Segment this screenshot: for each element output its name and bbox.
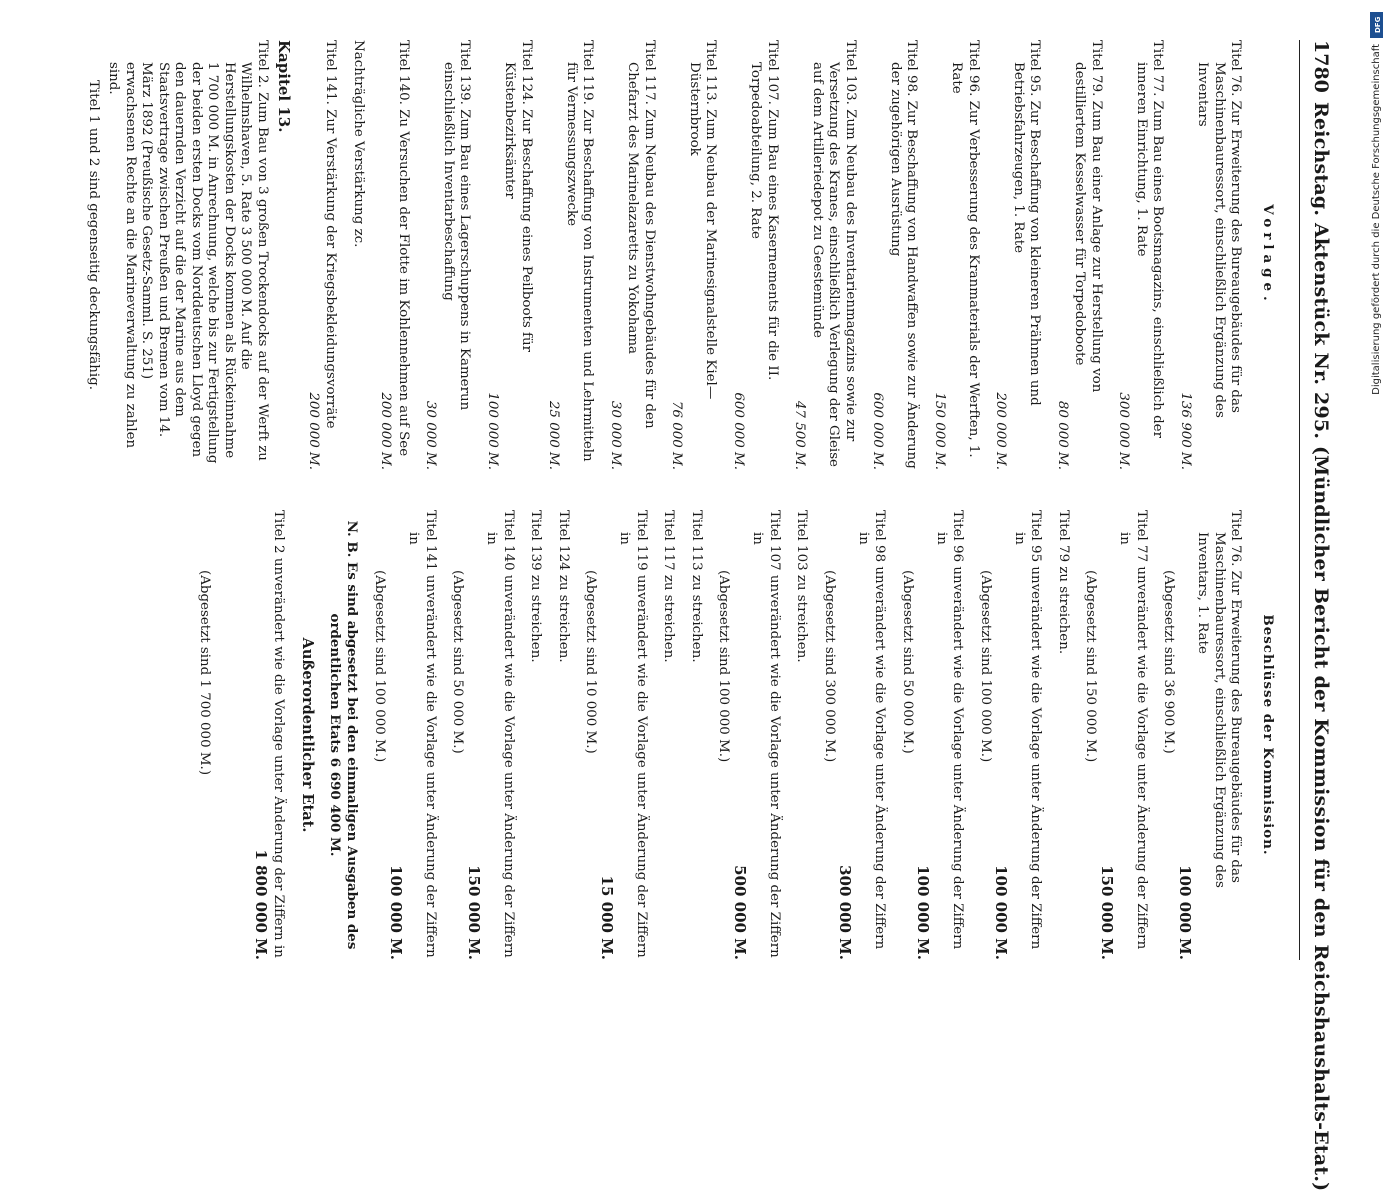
left-entry-amount: 76 000 M. bbox=[669, 400, 685, 470]
right-entry-text: Titel 139 zu streichen. bbox=[528, 510, 544, 663]
right-entry-amount: 15 000 M. bbox=[598, 875, 616, 960]
right-entry bbox=[660, 510, 677, 960]
left-entry bbox=[668, 40, 719, 470]
right-entry-text: Titel 119 unverändert wie die Vorlage unter Änderung der Ziffern in bbox=[617, 510, 649, 958]
page-title: Reichstag. Aktenstück Nr. 295. (Mündlicher Bericht der Kommission für den Reichshaushalts-Etat.) bbox=[1310, 102, 1332, 1191]
left-heading: Vorlage. bbox=[1260, 204, 1276, 306]
left-entry bbox=[931, 40, 982, 470]
right-entry-note: (Abgesetzt sind 50 000 M.) bbox=[900, 570, 915, 754]
right-entry bbox=[555, 510, 572, 960]
right-entry-amount: 300 000 M. bbox=[836, 865, 855, 960]
dfg-sidebar bbox=[1370, 12, 1383, 1002]
nb-note: N. B. Es sind abgesetzt bei den einmaligen Ausgaben des ordentlichen Etats 6 690 400 M. bbox=[327, 520, 360, 950]
left-column bbox=[85, 40, 1277, 470]
left-entry-amount: 300 000 M. bbox=[1116, 392, 1132, 470]
left-entry-amount: 200 000 M. bbox=[378, 392, 394, 470]
left-entry bbox=[422, 40, 473, 470]
right-entry-amount: 150 000 M. bbox=[465, 865, 483, 960]
left-entry-amount: 25 000 M. bbox=[546, 400, 562, 470]
right-entry bbox=[1160, 510, 1244, 960]
left-entry-amount: 200 000 M. bbox=[993, 392, 1009, 470]
left-entry-amount: 600 000 M. bbox=[731, 392, 746, 470]
left-entry-text: Titel 98. Zur Beschaffung von Handwaffen sowie zur Änderung der zugehörigen Ausrüstung bbox=[888, 40, 920, 469]
left-entry-text: Titel 76. Zur Erweiterung des Bureaugebäudes für das Maschinenbauressort, einschließlich Ergänzung des Inventars bbox=[1195, 40, 1244, 418]
right-entry bbox=[977, 510, 1044, 960]
document-page bbox=[50, 40, 1340, 1191]
left-entry bbox=[484, 40, 535, 470]
left-entry-text: Titel 113. Zum Neubau der Marinesignalstelle Kiel—Düsternbrook bbox=[687, 40, 719, 400]
left-entry-amount: 80 000 M. bbox=[1055, 400, 1070, 470]
right-entry-text: Titel 124 zu streichen. bbox=[556, 510, 571, 663]
left-entry-amount: 150 000 M. bbox=[932, 392, 947, 470]
left-entry bbox=[730, 40, 781, 470]
left-entry-text: Titel 139. Zum Bau eines Lagerschuppens in Kamerun einschließlich Inventarbeschaffung bbox=[441, 40, 473, 411]
left-entry bbox=[545, 40, 596, 470]
left-entry-text: Titel 124. Zur Beschaffung eines Peilboots für Küstenbezirksämter bbox=[502, 40, 534, 353]
chapter-title: Kapitel 13. bbox=[275, 40, 294, 133]
left-entry-amount: 30 000 M. bbox=[423, 400, 439, 470]
right-entry-amount: 100 000 M. bbox=[914, 865, 933, 960]
page-number: 1780 bbox=[1310, 40, 1332, 93]
page-header bbox=[1299, 40, 1340, 1191]
left-entry bbox=[377, 40, 411, 470]
left-entry bbox=[869, 40, 920, 470]
extra-amount: 1 800 000 M. bbox=[252, 849, 270, 960]
chapter-text: Titel 2. Zum Bau von 3 großen Trockendocks auf der Werft zu Wilhelmshaven, 5. Rate 3 500 000 M. Auf die Herstellungskosten der Docks kommen als Rückeinnahme 1 700 000 M. in Anrechnung, welche bis zur Fertigstellung der beiden ersten Docks vom Norddeutschen Lloyd gegen den dauernden Verzicht auf die der Marine aus dem Staatsvertrage zwischen Preußen und Bremen vom 14. März 1892 (Preußische Gesetz-Samml. S. 251) erwachsenen Rechte an die Marineverwaltung zu zahlen sind. bbox=[106, 40, 270, 464]
left-entry-text: Titel 140. Zu Versuchen der Flotte im Kohlennehmen auf See bbox=[396, 40, 411, 457]
right-column bbox=[185, 510, 1276, 960]
right-entry-note: (Abgesetzt sind 300 000 M.) bbox=[822, 570, 837, 763]
left-entry bbox=[1054, 40, 1105, 470]
right-entry-note: (Abgesetzt sind 50 000 M.) bbox=[450, 570, 466, 754]
right-entry-text: Titel 107 unverändert wie die Vorlage unter Änderung der Ziffern in bbox=[750, 510, 782, 958]
left-entry-amount: 136 900 M. bbox=[1178, 392, 1193, 470]
right-entry bbox=[688, 510, 705, 960]
left-entry-text: Titel 107. Zum Bau eines Kasernements für die II. Torpedoabteilung, 2. Rate bbox=[748, 40, 780, 381]
left-entry bbox=[1115, 40, 1166, 470]
left-entry bbox=[607, 40, 658, 470]
left-entry-text: Nachträgliche Verstärkung zc. bbox=[351, 40, 366, 248]
right-entry-text: Titel 117 zu streichen. bbox=[661, 510, 677, 663]
right-entry-text: Titel 79 zu streichen. bbox=[1056, 510, 1071, 655]
extra-heading: Außerordentlicher Etat. bbox=[299, 637, 316, 833]
right-entry bbox=[1055, 510, 1072, 960]
left-entry-text: Titel 95. Zur Beschaffung von kleineren Prähmen und Betriebsfahrzeugen, 1. Rate bbox=[1011, 40, 1043, 406]
left-entry bbox=[305, 40, 339, 470]
left-entry-amount: 100 000 M. bbox=[485, 392, 500, 470]
left-entry bbox=[992, 40, 1043, 470]
left-entry-text: Titel 77. Zum Bau eines Bootsmagazins, einschließlich der inneren Einrichtung, 1. Rate bbox=[1134, 40, 1166, 438]
right-entry-text: Titel 98 unverändert wie die Vorlage unter Änderung der Ziffern in bbox=[856, 510, 888, 950]
right-entry-text: Titel 113 zu streichen. bbox=[689, 510, 704, 663]
extra-text: Titel 2 unverändert wie die Vorlage unter Änderung der Ziffern in bbox=[271, 510, 287, 958]
left-entry-amount: 30 000 M. bbox=[608, 400, 623, 470]
right-entry-text: Titel 103 zu streichen. bbox=[794, 510, 810, 663]
right-entry-text: Titel 76. Zur Erweiterung des Bureaugebäudes für das Maschinenbauressort, einschließlich Ergänzung des Inventars, 1. Rate bbox=[1195, 510, 1244, 888]
right-entry bbox=[371, 510, 438, 960]
chapter-footer: Titel 1 und 2 sind gegenseitig deckungsfähig. bbox=[86, 80, 101, 390]
left-entry bbox=[791, 40, 858, 470]
right-entry bbox=[1082, 510, 1149, 960]
right-entry-text: Titel 96 unverändert wie die Vorlage unter Änderung der Ziffern in bbox=[934, 510, 966, 950]
left-entry bbox=[1177, 40, 1244, 470]
extra-entry bbox=[196, 510, 287, 960]
left-entry-text: Titel 117. Zum Neubau des Dienstwohngebäudes für den Chefarzt des Marinelazaretts zu Yokohama bbox=[625, 40, 657, 429]
right-entry-note: (Abgesetzt sind 100 000 M.) bbox=[716, 570, 732, 763]
right-entry-amount: 100 000 M. bbox=[992, 865, 1011, 960]
right-entry-note: (Abgesetzt sind 10 000 M.) bbox=[583, 570, 599, 754]
left-entry-text: Titel 79. Zum Bau einer Anlage zur Herstellung von destilliertem Kesselwasser für Torpedoboote bbox=[1072, 40, 1104, 393]
right-entry-note: (Abgesetzt sind 100 000 M.) bbox=[978, 570, 993, 763]
left-entry-amount: 47 500 M. bbox=[792, 400, 808, 470]
right-entry-note: (Abgesetzt sind 150 000 M.) bbox=[1083, 570, 1099, 763]
left-entry-text: Titel 141. Zur Verstärkung der Kriegsbekleidungsvorräte bbox=[323, 40, 339, 429]
right-entry-note: (Abgesetzt sind 100 000 M.) bbox=[372, 570, 388, 763]
right-entry bbox=[715, 510, 782, 960]
left-entry-amount: 200 000 M. bbox=[306, 392, 321, 470]
right-entry-text: Titel 77 unverändert wie die Vorlage unter Änderung der Ziffern in bbox=[1117, 510, 1149, 950]
dfg-logo: DFG bbox=[1370, 12, 1383, 38]
right-entries bbox=[371, 510, 1244, 960]
right-entry-note: (Abgesetzt sind 36 900 M.) bbox=[1161, 570, 1177, 754]
left-entries bbox=[305, 40, 1244, 470]
right-heading: Beschlüsse der Kommission. bbox=[1260, 614, 1276, 856]
right-entry-amount: 100 000 M. bbox=[1176, 865, 1194, 960]
right-entry-amount: 150 000 M. bbox=[1098, 865, 1116, 960]
left-entry-text: Titel 103. Zum Neubau des Inventarienmagazins sowie zur Versetzung des Kranes, einschließlich Verlegung der Gleise auf dem Artilleriedepot zu Geestemünde bbox=[810, 40, 858, 467]
right-entry bbox=[582, 510, 649, 960]
right-entry bbox=[821, 510, 888, 960]
right-entry-text: Titel 95 unverändert wie die Vorlage unter Änderung der Ziffern in bbox=[1012, 510, 1044, 950]
dfg-text: Digitalisierung gefördert durch die Deutsche Forschungsgemeinschaft bbox=[1371, 44, 1382, 395]
right-entry bbox=[899, 510, 966, 960]
left-entry-amount: 600 000 M. bbox=[870, 392, 886, 470]
right-entry bbox=[449, 510, 516, 960]
right-entry-amount: 500 000 M. bbox=[731, 865, 749, 960]
left-entry bbox=[350, 40, 367, 470]
right-entry-amount: 100 000 M. bbox=[387, 865, 405, 960]
left-entry-text: Titel 96. Zur Verbesserung des Kranmaterials der Werften, 1. Rate bbox=[949, 40, 981, 458]
right-entry bbox=[793, 510, 810, 960]
extra-note: (Abgesetzt sind 1 700 000 M.) bbox=[197, 570, 213, 776]
left-entry-text: Titel 119. Zur Beschaffung von Instrumenten und Lehrmitteln für Vermessungszwecke bbox=[564, 40, 596, 462]
right-entry-text: Titel 140 unverändert wie die Vorlage unter Änderung der Ziffern in bbox=[484, 510, 516, 958]
right-entry bbox=[527, 510, 544, 960]
right-entry-text: Titel 141 unverändert wie die Vorlage unter Änderung der Ziffern in bbox=[406, 510, 438, 958]
